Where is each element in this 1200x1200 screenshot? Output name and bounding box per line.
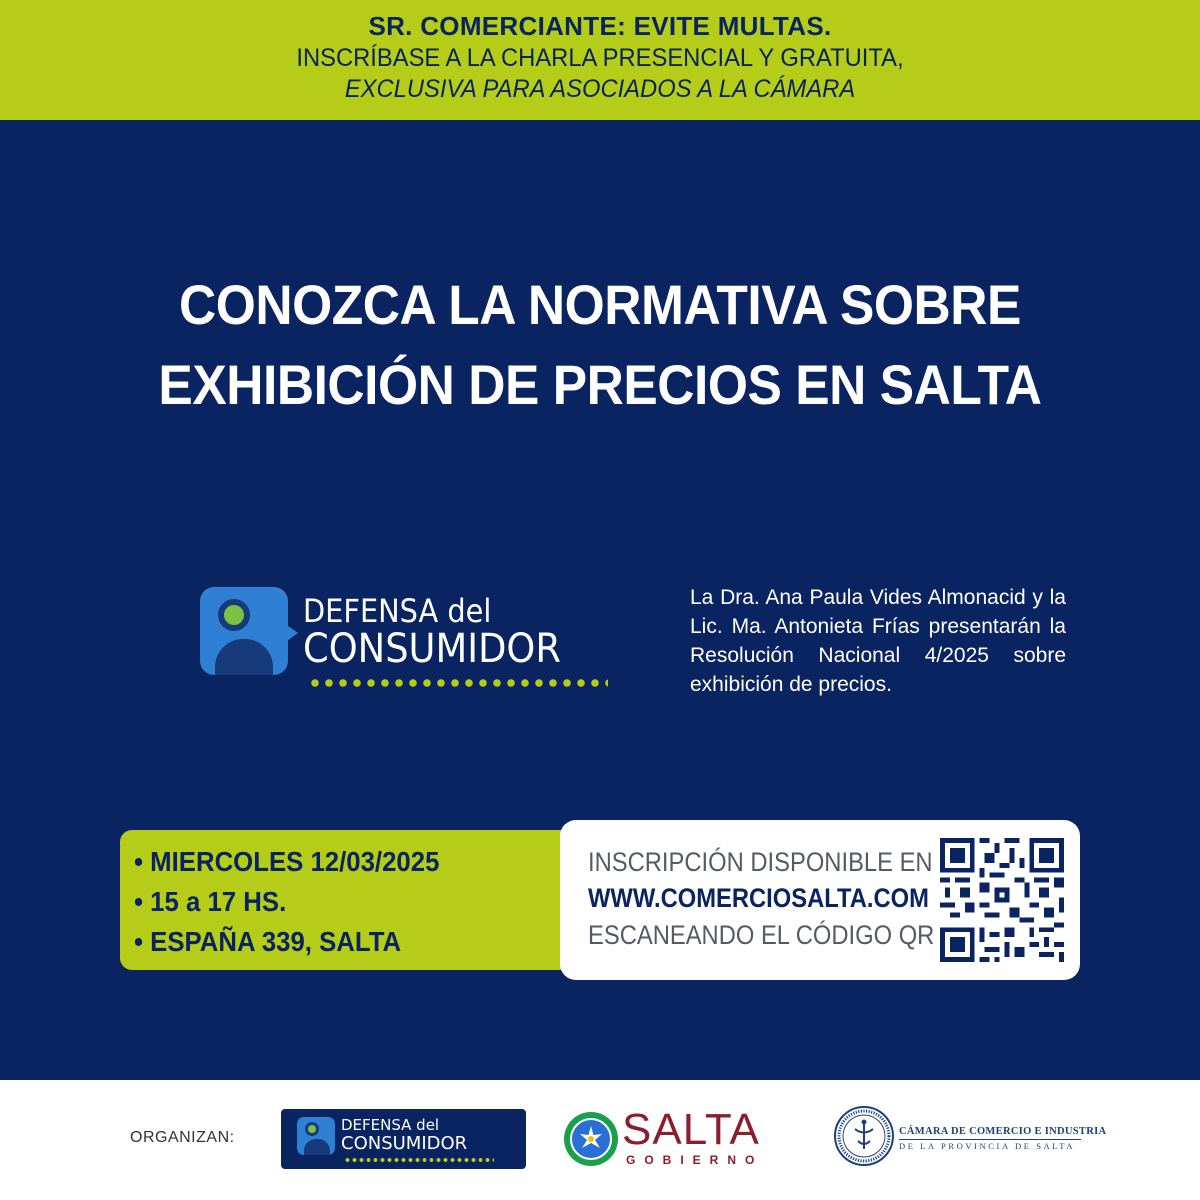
page-title-line2: EXHIBICIÓN DE PRECIOS EN SALTA: [158, 353, 1042, 416]
page-title-line1: CONOZCA LA NORMATIVA SOBRE: [179, 273, 1021, 336]
banner-exclusive-note: EXCLUSIVA PARA ASOCIADOS A LA CÁMARA: [344, 75, 856, 103]
registration-intro: INSCRIPCIÓN DISPONIBLE EN: [588, 847, 933, 877]
camara-comercio-logo: [833, 1105, 1107, 1175]
salta-gobierno-logo: [560, 1107, 800, 1173]
footer-defensa-consumidor-logo: [281, 1109, 526, 1169]
event-time: • 15 a 17 HS.: [134, 886, 287, 917]
registration-box: [560, 820, 1080, 980]
camara-divider: [899, 1139, 1081, 1140]
footer-dc-line1: DEFENSA del: [341, 1116, 440, 1134]
qr-code-icon[interactable]: [940, 838, 1064, 962]
event-address: • ESPAÑA 339, SALTA: [134, 926, 402, 957]
registration-url-link[interactable]: WWW.COMERCIOSALTA.COM: [588, 883, 929, 913]
event-date: • MIERCOLES 12/03/2025: [134, 846, 440, 877]
top-banner: [0, 0, 1200, 120]
logo-line1: DEFENSA del: [303, 592, 492, 630]
camara-seal-icon: [833, 1105, 895, 1167]
footer-dc-line2: CONSUMIDOR: [341, 1133, 468, 1154]
page-title: [48, 265, 1152, 425]
camara-subtitle: DE LA PROVINCIA DE SALTA: [899, 1141, 1076, 1151]
organizers-label: ORGANIZAN:: [130, 1129, 235, 1146]
registration-qr-note: ESCANEANDO EL CÓDIGO QR: [588, 920, 935, 950]
defensa-consumidor-logo: [200, 585, 610, 695]
speaker-description: La Dra. Ana Paula Vides Almonacid y la Lic. Ma. Antonieta Frías presentarán la Resolución Nacional 4/2025 sobre exhibición de precios.: [690, 586, 1066, 696]
salta-emblem-icon: [562, 1110, 620, 1168]
person-icon: [297, 1117, 335, 1155]
person-icon: [200, 587, 288, 675]
footer: [0, 1080, 1200, 1200]
banner-headline: SR. COMERCIANTE: EVITE MULTAS.: [368, 11, 832, 41]
logo-line2: CONSUMIDOR: [303, 626, 561, 672]
salta-name: SALTA: [622, 1105, 760, 1154]
logo-dots: [308, 678, 608, 688]
event-details-box: [120, 830, 600, 970]
salta-subtitle: GOBIERNO: [626, 1153, 764, 1167]
banner-subline: INSCRÍBASE A LA CHARLA PRESENCIAL Y GRATUITA,: [296, 44, 904, 72]
footer-dc-dots: [344, 1157, 494, 1163]
camara-name: CÁMARA DE COMERCIO E INDUSTRIA: [899, 1126, 1107, 1137]
